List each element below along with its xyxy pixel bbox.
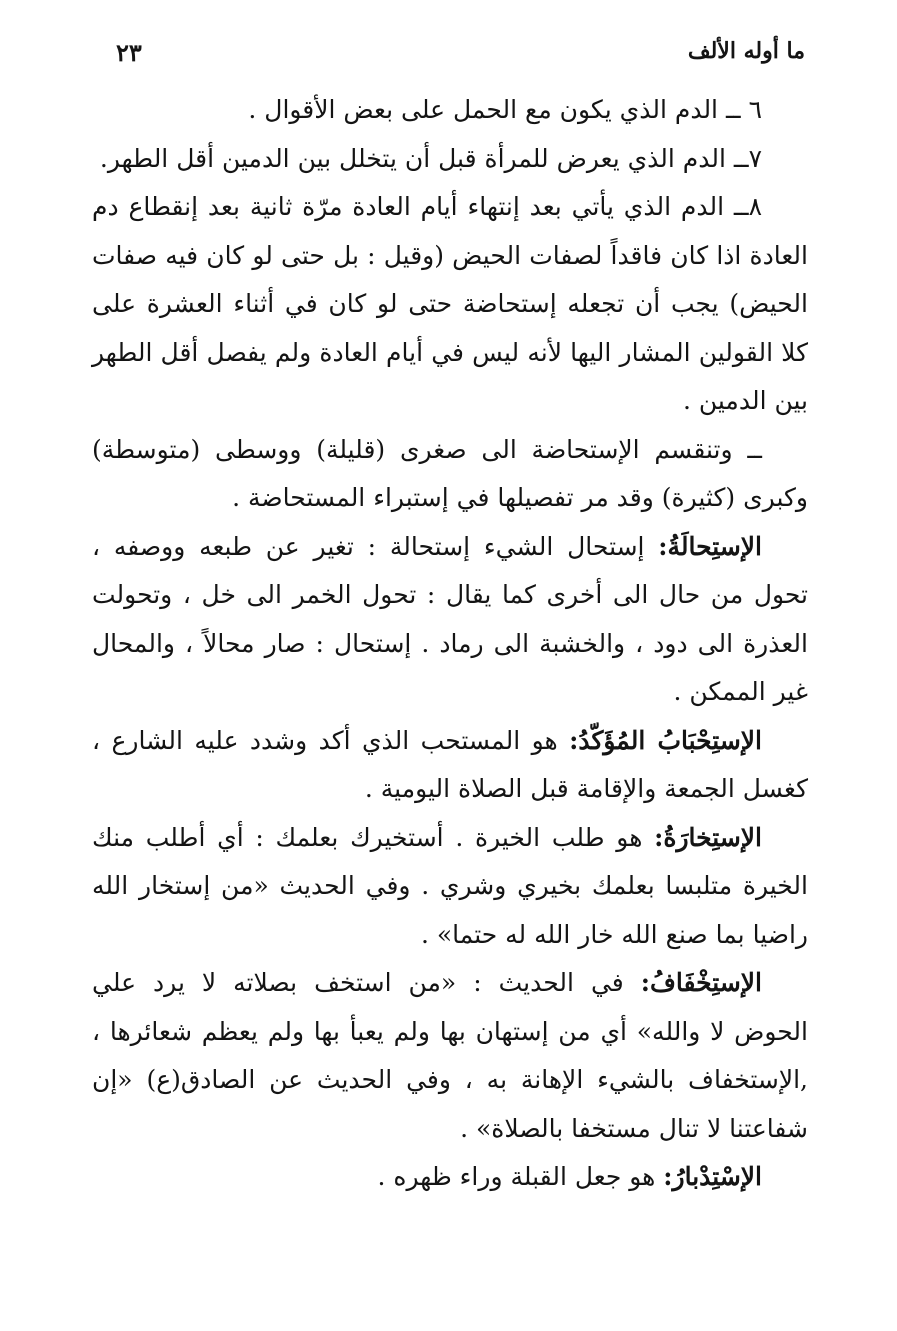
page-number: ٢٣ bbox=[116, 38, 142, 67]
entry-istikhara bbox=[92, 814, 808, 960]
entry-definition: إستحال الشيء إستحالة : تغير عن طبعه ووصفه ، تحول من حال الى أخرى كما يقال : تحول الخمر الى خل ، وتحولت العذرة الى دود ، والخشبة الى رماد . إستحال : صار محالاً ، والمحال غير الممكن . bbox=[92, 531, 808, 706]
division-paragraph: ــ وتنقسم الإستحاضة الى صغرى (قليلة) ووسطى (متوسطة) وكبرى (كثيرة) وقد مر تفصيلها في إستبراء المستحاضة . bbox=[92, 434, 808, 512]
entry-definition: هو طلب الخيرة . أستخيرك بعلمك : أي أطلب منك الخيرة متلبسا بعلمك بخيري وشري . وفي الحديث «من إستخار الله راضيا بما صنع الله خار الله له حتما» . bbox=[92, 822, 808, 949]
entry-istihbab bbox=[92, 717, 808, 814]
entry-istihala bbox=[92, 523, 808, 717]
entry-definition: هو جعل القبلة وراء ظهره . bbox=[377, 1162, 664, 1191]
entry-term: الإستِحالَةُ: bbox=[658, 531, 762, 561]
entry-istidbar bbox=[92, 1153, 808, 1202]
entry-term: الإستِخارَةُ: bbox=[654, 822, 762, 852]
running-title: ما أوله الألف bbox=[687, 38, 805, 64]
list-item-6: ٦ ــ الدم الذي يكون مع الحمل على بعض الأقوال . bbox=[248, 95, 762, 124]
entry-term: الإسْتِدْبارُ: bbox=[663, 1162, 762, 1191]
entry-term: الإستِحْبَابُ المُؤَكّدُ: bbox=[569, 725, 763, 755]
entry-istikhfaf bbox=[92, 959, 808, 1153]
entry-term: الإستِخْفَافُ: bbox=[640, 968, 762, 997]
entry-definition: في الحديث : «من استخف بصلاته لا يرد علي الحوض لا والله» أي من إستهان بها ولم يعبأ بها ولم يعظم شعائرها ، ,الإستخفاف بالشيء الإهانة به ، وفي الحديث عن الصادق(ع) «إن شفاعتنا لا تنال مستخفا بالصلاة» . bbox=[92, 968, 808, 1143]
page-header bbox=[84, 34, 805, 74]
page-body bbox=[92, 86, 808, 1202]
list-item-7: ٧ــ الدم الذي يعرض للمرأة قبل أن يتخلل بين الدمين أقل الطهر. bbox=[99, 143, 762, 173]
entry-definition: هو المستحب الذي أكد وشدد عليه الشارع ، كغسل الجمعة والإقامة قبل الصلاة اليومية . bbox=[92, 725, 808, 803]
list-item-8: ٨ــ الدم الذي يأتي بعد إنتهاء أيام العادة مرّة ثانية بعد إنقطاع دم العادة اذا كان فاقداً لصفات الحيض (وقيل : بل حتى لو كان فيه صفات الحيض) يجب أن تجعله إستحاضة حتى لو كان في أثناء العشرة على كلا القولين المشار اليها لأنه ليس في أيام العادة ولم يفصل أقل الطهر بين الدمين . bbox=[92, 192, 808, 415]
